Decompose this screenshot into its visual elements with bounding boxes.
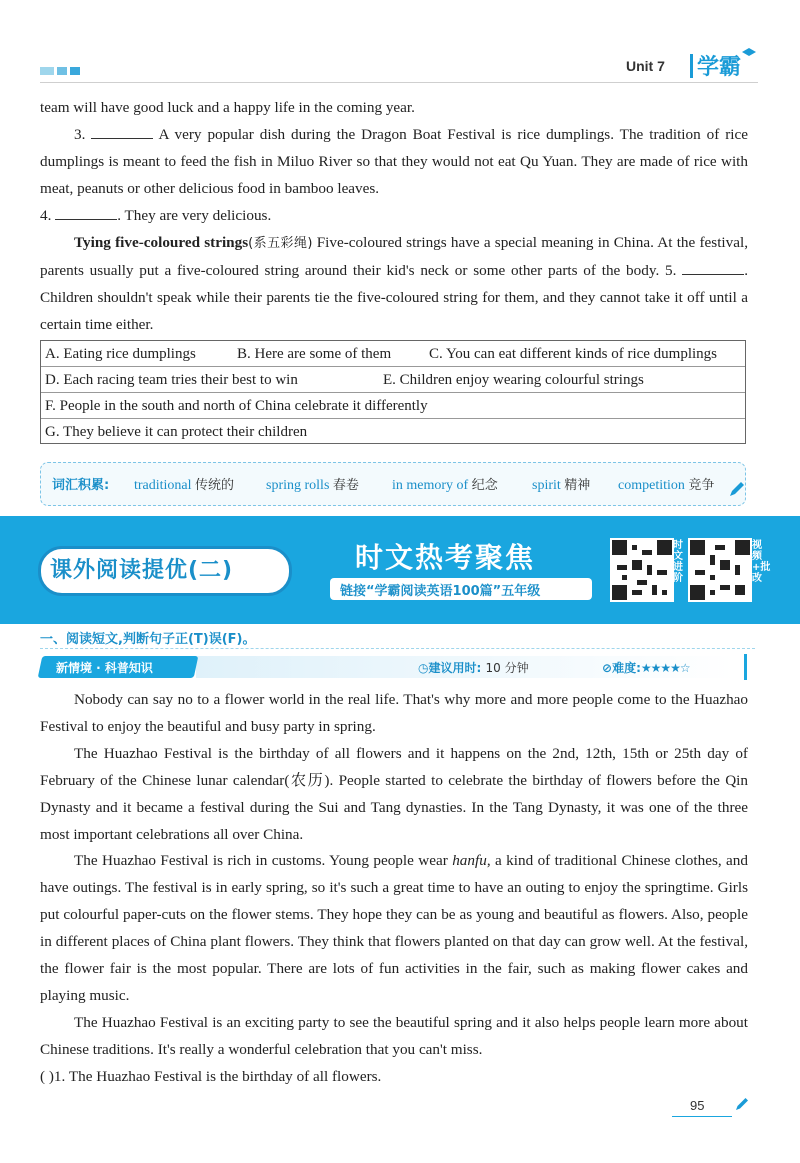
graduation-cap-icon	[742, 48, 756, 56]
answer-blank-3[interactable]	[91, 124, 153, 139]
qr-code-icon	[690, 540, 750, 600]
tying-title: Tying five-coloured strings	[74, 234, 249, 251]
instruction-rule	[40, 648, 755, 649]
link-text: 链接“学霸阅读英语100篇”五年级	[340, 584, 541, 599]
page-number: 95	[690, 1098, 705, 1113]
option-c: C. You can eat different kinds of rice dumplings	[429, 346, 718, 362]
check-circle-icon: ⊘	[602, 661, 613, 675]
vocab-zh: 精神	[564, 478, 591, 493]
vocab-en: in memory of	[392, 478, 469, 493]
vocab-item	[618, 474, 714, 494]
vocab-zh: 春卷	[332, 478, 359, 493]
pencil-icon	[734, 1096, 750, 1112]
vocab-zh: 竞争	[688, 478, 715, 493]
vocab-zh: 传统的	[195, 478, 235, 493]
page-number-rule	[672, 1116, 732, 1117]
qr-code-icon	[612, 540, 672, 600]
option-b: B. Here are some of them	[237, 346, 392, 362]
unit-label: Unit 7	[626, 58, 665, 74]
passage-paragraph-4: The Huazhao Festival is an exciting party to see the beautiful spring and it also helps people learn more about Chinese traditions. It's really a wonderful celebration that you can't miss.	[40, 1014, 748, 1058]
vocab-en: spring rolls	[266, 478, 330, 493]
passage-paragraph-2: The Huazhao Festival is the birthday of all flowers and it happens on the 2nd, 12th, 15th or 25th day of February of the Chinese lunar calendar(农历). People started to celebrate the birthday of flowers before the Qin Dynasty and it became a festival during the Sui and Tang dynasties. In the Tang Dynasty, it was one of the three most important celebrations all over China.	[40, 745, 748, 843]
tying-text-2: . Children shouldn't speak while their parents tie the five-coloured string for them, and they cannot take it off until a certain time either.	[40, 262, 748, 333]
vocab-item	[134, 474, 234, 494]
qr-label-1: 时文进阶	[673, 540, 683, 584]
paragraph-4	[40, 202, 748, 229]
option-f: F. People in the south and north of China celebrate it differently	[45, 398, 428, 414]
header-decoration	[40, 62, 90, 70]
blank-number-3: 3.	[74, 126, 86, 143]
passage-text: , a kind of traditional Chinese clothes, and have outings. The festival is in early spring, so it's such a great time to have an outing to enjoy the springtime. Girls put colourful paper-cuts on the flower stems. They hope they can be as young and beautiful as flowers. Also, people in different places of China plant flowers. They think that flowers planted on that day can grow well. At the festival, the flower fair is the most popular. There are lots of fun activities in the fair, such as making flower cakes and playing music.	[40, 852, 748, 1004]
qr-label-2: 视频+批改	[752, 540, 771, 584]
qr-code-2[interactable]	[688, 538, 752, 602]
vocab-item	[266, 474, 359, 494]
exercise-instruction: 一、阅读短文,判断句子正(T)误(F)。	[40, 632, 256, 647]
option-e: E. Children enjoy wearing colourful strings	[383, 372, 644, 388]
brand-logo: 学霸	[697, 55, 742, 80]
difficulty-stars: ★★★★☆	[640, 661, 690, 675]
option-g: G. They believe it can protect their children	[45, 424, 308, 440]
section-title: 课外阅读提优(二)	[50, 558, 234, 583]
difficulty	[602, 659, 690, 676]
time-label: 建议用时:	[428, 661, 482, 675]
banner-wave	[0, 600, 800, 626]
header-rule	[40, 82, 758, 83]
passage-paragraph-3	[40, 847, 748, 1009]
passage-paragraph-1: Nobody can say no to a flower world in the real life. That's why more and more people come to the Huazhao Festival to enjoy the beautiful and busy party in spring.	[40, 691, 748, 735]
question-1[interactable]: ( )1. The Huazhao Festival is the birthday of all flowers.	[40, 1068, 382, 1085]
paragraph-3-text: A very popular dish during the Dragon Boat Festival is rice dumplings. The tradition of rice dumplings is meant to feed the fish in Miluo River so that they would not eat Qu Yuan. They are made of rice with meat, peanuts or other delicious food in bamboo leaves.	[40, 126, 749, 197]
tying-text-1: Five-coloured strings have a special meaning in China. At the festival, parents usually put a five-coloured string around their kid's neck or some other parts of the body. 5.	[40, 234, 748, 279]
paragraph-4-text: . They are very delicious.	[117, 207, 272, 224]
vocab-title: 词汇积累:	[52, 478, 110, 493]
brand-divider	[690, 54, 693, 78]
paragraph-3	[40, 121, 748, 202]
answer-blank-4[interactable]	[55, 205, 117, 220]
option-a: A. Eating rice dumplings	[45, 346, 196, 362]
meta-end-bar	[744, 654, 747, 680]
clock-icon: ◷	[418, 661, 429, 675]
vocab-en: spirit	[532, 478, 561, 493]
option-d: D. Each racing team tries their best to win	[45, 372, 298, 388]
suggested-time	[418, 659, 529, 676]
time-value: 10 分钟	[485, 661, 529, 675]
vocab-en: traditional	[134, 478, 192, 493]
vocab-item	[532, 474, 590, 494]
difficulty-label: 难度:	[612, 661, 641, 675]
vocab-item	[392, 474, 498, 494]
pencil-icon	[728, 480, 746, 498]
options-box	[40, 340, 746, 444]
paragraph-tying	[40, 229, 748, 338]
hot-topic-title: 时文热考聚焦	[355, 541, 536, 574]
tying-chinese: (系五彩绳)	[248, 236, 313, 251]
tag-label: 新情境 · 科普知识	[56, 661, 153, 675]
blank-number-4: 4.	[40, 207, 52, 224]
text-line-1: team will have good luck and a happy life in the coming year.	[40, 99, 415, 116]
passage-text: The Huazhao Festival is rich in customs. Young people wear	[74, 852, 453, 869]
qr-code-1[interactable]	[610, 538, 674, 602]
vocab-en: competition	[618, 478, 685, 493]
vocab-zh: 纪念	[471, 478, 498, 493]
answer-blank-5[interactable]	[682, 260, 744, 275]
hanfu-term: hanfu	[452, 852, 487, 869]
